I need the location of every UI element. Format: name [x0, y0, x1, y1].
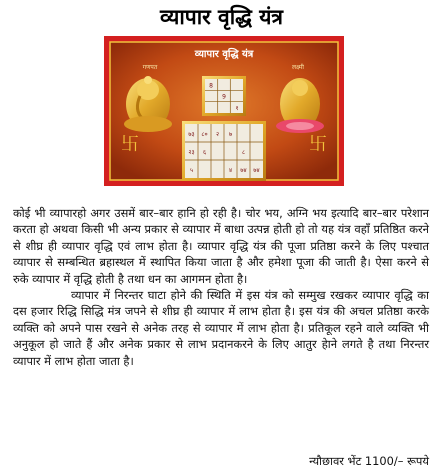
yantra-bottom-grid [182, 121, 266, 181]
bottom-grid-cell-15: ४ [228, 167, 233, 174]
top-grid-cell-0: 8 [209, 82, 213, 90]
yantra-image [104, 36, 344, 186]
top-grid-cell-8: १ [235, 105, 239, 112]
article-paragraph-2: व्यापार में निरन्तर घाटा होने की स्थिति में इस यंत्र को सम्मुख रखकर व्यापार वृद्धि का दस हजार रिद्धि सिद्धि मंत्र जपने से शीघ्र ही व्यापार में लाभ होता है। इस यंत्र की अचल प्रतिष्ठा करके व्यक्ति को अपने पास रखने से अनेक तरह से व्यापार में लाभ होता है। प्रतिकूल रहने वाले व्यक्ति भी अनुकूल हो जाते हैं और अनेक प्रकार से लाभ प्रदानकरने के लिए आतुर हेाने लगते है तथा निरन्तर व्यापार में लाभ होता जाता है। [13, 288, 429, 368]
swastika-right: 卐 [309, 134, 327, 155]
yantra-top-grid [202, 76, 246, 116]
price-line: न्यौछावर भेंट 1100/– रूपये [309, 454, 429, 468]
bottom-grid-cell-2: २ [215, 131, 220, 138]
lakshmi-caption: लक्ष्मी [292, 64, 304, 71]
bottom-grid-cell-12: ५ [189, 167, 194, 174]
article-body [13, 205, 429, 369]
article-paragraph-1: कोई भी व्यापारहो अगर उसमें बार–बार हानि हो रही है। चोर भय, अग्नि भय इत्यादि बार–बार परेशान करता हो अथवा किसी भी अन्य प्रकार से व्यापार में बाधा उत्पन्न होती हो तो यह यंत्र वहाँ प्रतिष्ठित करने से शीघ्र ही व्यापार वृद्धि एवं लाभ होता है। व्यापार वृद्धि यंत्र की पूजा प्रतिष्ठा करने के लिए पश्चात व्यापार से सम्बन्धित ब्रहास्थल में स्थापित किया जाता है और हमेशा पूजा की जाती है। ऐसा करने से रुके व्यापार में वृद्धि होती है तथा धन का आगमन होता है। [13, 206, 429, 286]
ganesh-caption: गणपत [142, 64, 158, 71]
bottom-grid-cell-6: २३ [188, 149, 195, 156]
bottom-grid-cell-1: ८० [201, 131, 208, 138]
swastika-left: 卐 [121, 134, 139, 155]
bottom-grid-cell-17: ७४ [253, 167, 260, 174]
bottom-grid-cell-0: ७३ [188, 131, 195, 138]
bottom-grid-cell-16: ७४ [240, 167, 247, 174]
bottom-grid-cell-7: ६ [202, 149, 207, 156]
headline: व्यापार वृद्धि यंत्र [159, 5, 284, 29]
bottom-grid-cell-3: ७ [228, 131, 233, 138]
top-grid-cell-4: 9 [222, 93, 226, 101]
yantra-title: व्यापार वृद्धि यंत्र [194, 49, 254, 60]
bottom-grid-cell-10: ८ [241, 149, 246, 156]
